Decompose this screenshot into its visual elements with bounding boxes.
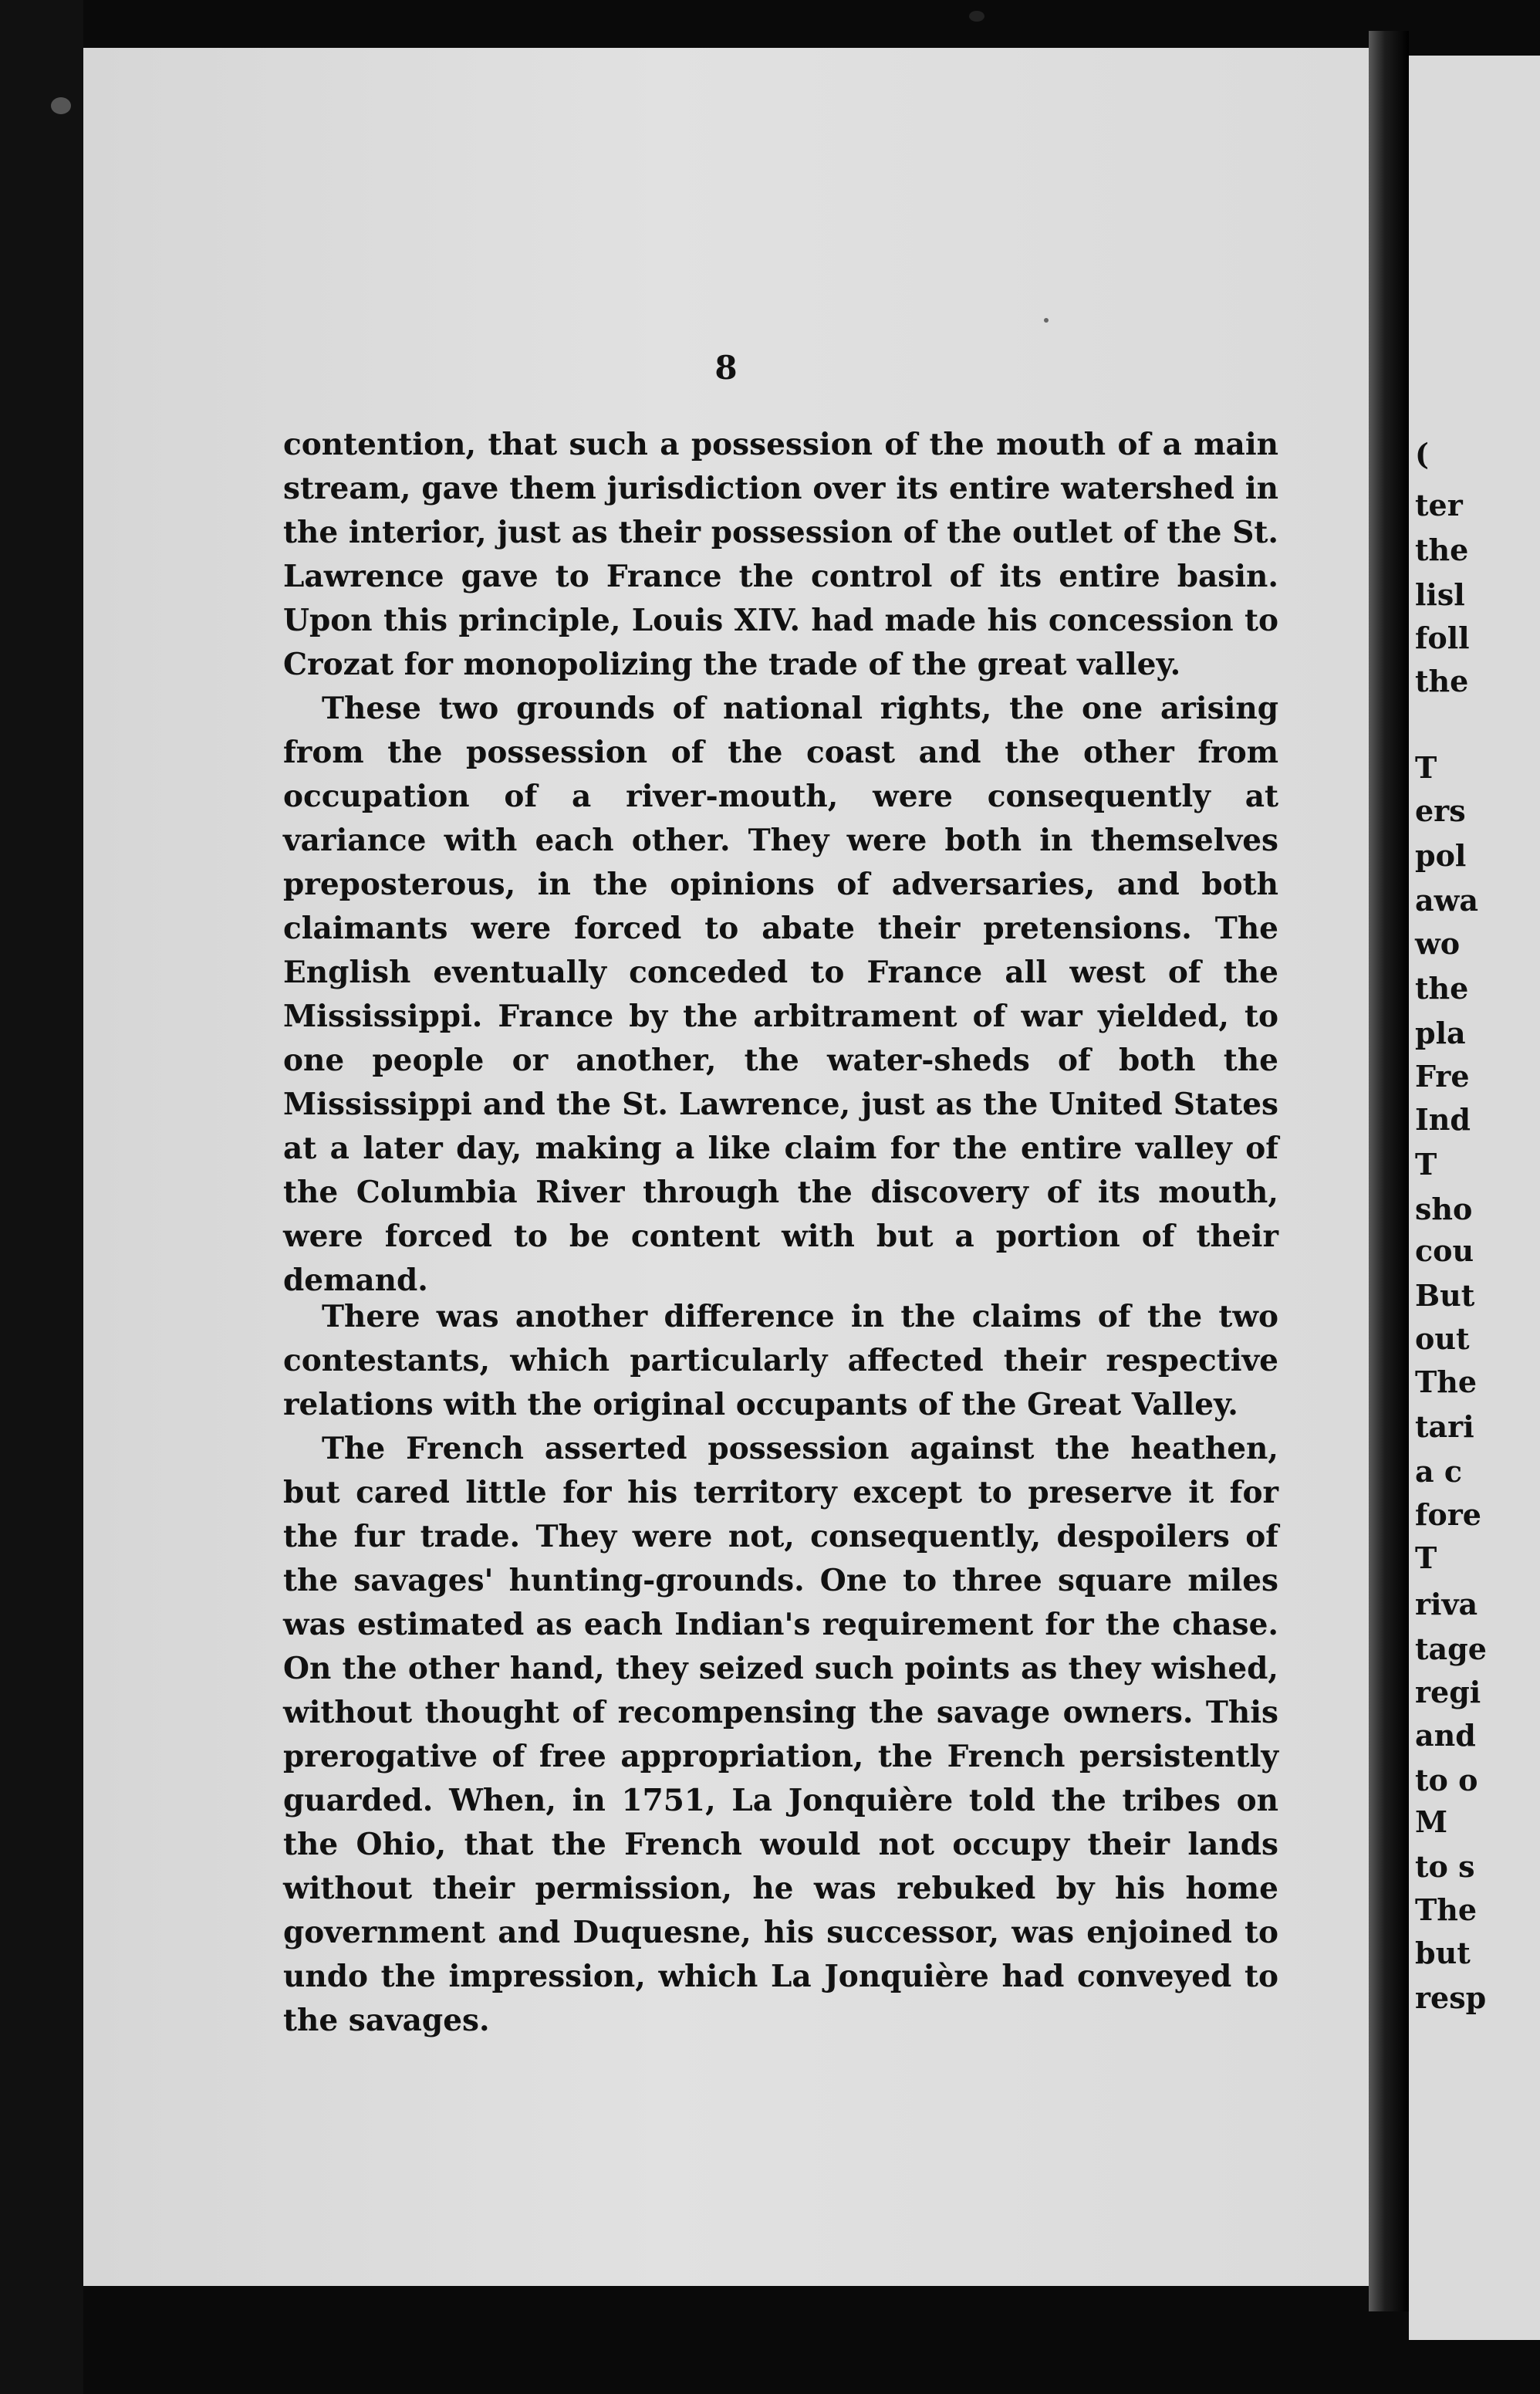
adjacent-page-text: (: [1415, 437, 1429, 472]
adjacent-page-text: Fre: [1415, 1059, 1470, 1094]
adjacent-page-text: But: [1415, 1278, 1475, 1313]
adjacent-page-text: awa: [1415, 883, 1478, 918]
adjacent-page-text: ter: [1415, 488, 1463, 522]
paragraph: contention, that such a possession of the mouth of a main stream, gave them jurisdiction over its entire watershed in the interior, just as their possession of the outlet of the St. Lawrence gave to France the control of its entire basin. Upon this principle, Louis XIV. had made his concession to Crozat for monopolizing the trade of the great valley.: [283, 427, 1278, 682]
adjacent-page-text: cou: [1415, 1233, 1474, 1268]
adjacent-page-text: a c: [1415, 1454, 1462, 1489]
adjacent-page-text: foll: [1415, 620, 1470, 655]
adjacent-page-text: sho: [1415, 1192, 1473, 1226]
adjacent-page-text: but: [1415, 1936, 1471, 1970]
adjacent-page-text: pol: [1415, 838, 1467, 873]
paragraph: There was another difference in the claims of the two contestants, which particularly affected their respective relations with the original occupants of the Great Valley.: [283, 1299, 1278, 1422]
book-spine-shadow: [1369, 31, 1409, 2311]
adjacent-page-text: T: [1415, 1147, 1437, 1182]
adjacent-page-text: and: [1415, 1718, 1476, 1753]
adjacent-page-text: the: [1415, 971, 1469, 1006]
scan-speck: [51, 97, 71, 114]
adjacent-page-text: T: [1415, 1540, 1437, 1575]
text-section-a: [283, 423, 1278, 1303]
adjacent-page-text: resp: [1415, 1980, 1487, 2015]
page-number: 8: [714, 349, 738, 387]
adjacent-page-text: The: [1415, 1364, 1478, 1399]
adjacent-page-text: pla: [1415, 1016, 1466, 1050]
adjacent-page-text: to s: [1415, 1849, 1475, 1884]
adjacent-page-text: wo: [1415, 926, 1461, 961]
adjacent-page-text: out: [1415, 1321, 1470, 1356]
adjacent-page-text: the: [1415, 533, 1469, 567]
adjacent-page-text: regi: [1415, 1675, 1481, 1709]
adjacent-page-text: lisl: [1415, 577, 1465, 612]
adjacent-page-text: tari: [1415, 1409, 1474, 1444]
paragraph: These two grounds of national rights, the one arising from the possession of the coast and the other from occupation of a river-mouth, were consequently at variance with each other. They were both in themselves preposterous, in the opinions of adversaries, and both claimants were forced to abate their pretensions. The English eventually conceded to France all west of the Mississippi. France by the arbitrament of war yielded, to one people or another, the water-sheds of both the Mississippi and the St. Lawrence, just as the United States at a later day, making a like claim for the entire valley of the Columbia River through the discovery of its mouth, were forced to be content with but a portion of their demand.: [283, 691, 1278, 1298]
scan-speck: [1044, 318, 1049, 323]
adjacent-page-text: tage: [1415, 1632, 1487, 1666]
adjacent-page-text: The: [1415, 1892, 1478, 1927]
scan-left-margin: [0, 0, 83, 2394]
adjacent-page-text: fore: [1415, 1497, 1481, 1532]
scan-speck: [969, 11, 984, 22]
adjacent-page-text: the: [1415, 664, 1469, 698]
adjacent-page-text: riva: [1415, 1587, 1478, 1621]
adjacent-page-text: to o: [1415, 1763, 1478, 1797]
adjacent-page-text: ers: [1415, 793, 1466, 828]
paragraph: The French asserted possession against the heathen, but cared little for his territory except to preserve it for the fur trade. They were not, consequently, despoilers of the savages' hunting-grounds. One to three square miles was estimated as each Indian's requirement for the chase. On the other hand, they seized such points as they wished, without thought of recompensing the savage owners. This prerogative of free appropriation, the French persistently guarded. When, in 1751, La Jonquière told the tribes on the Ohio, that the French would not occupy their lands without their permission, he was rebuked by his home government and Duquesne, his successor, was enjoined to undo the impression, which La Jonquière had conveyed to the savages.: [283, 1431, 1278, 2038]
adjacent-page-text: M: [1415, 1804, 1448, 1839]
adjacent-page-fragment: [1409, 56, 1540, 2340]
text-section-b: [283, 1295, 1278, 2043]
adjacent-page-text: Ind: [1415, 1102, 1471, 1137]
adjacent-page-text: T: [1415, 750, 1437, 785]
